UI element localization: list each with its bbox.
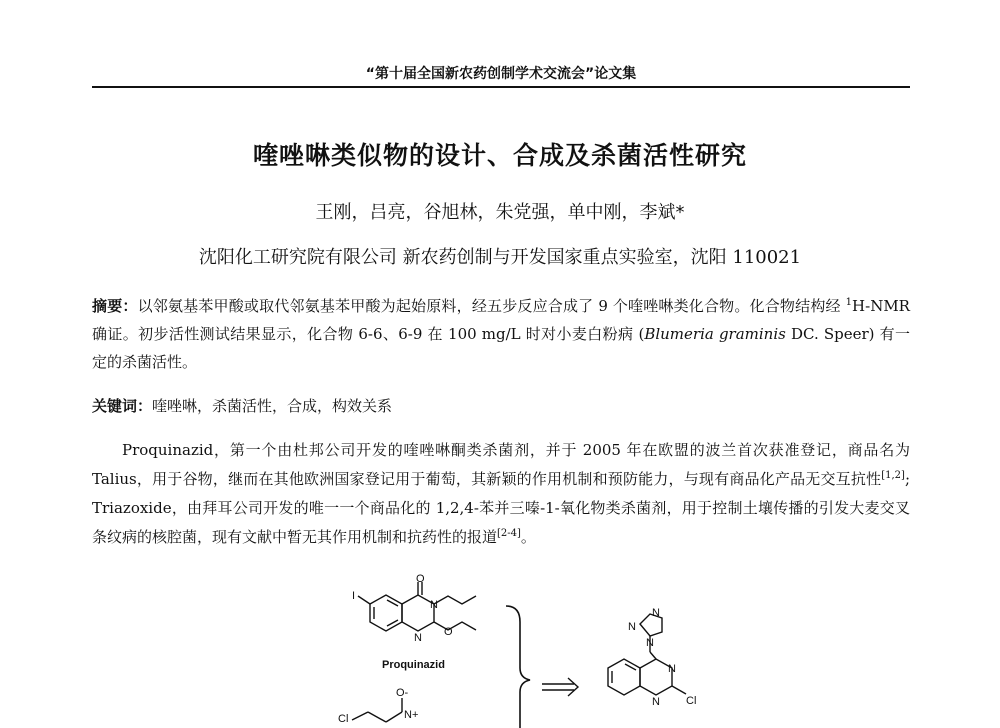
abstract-text-2: H-NMR 确证。初步活性测试结果显示，化合物 6-6、6-9 在 100 mg/L 时对小麦白粉病 ( xyxy=(92,297,910,343)
atom-triazole-n4: N xyxy=(646,637,654,649)
body-paragraph xyxy=(92,436,910,552)
running-header: “第十届全国新农药创制学术交流会”论文集 xyxy=(365,66,637,82)
header-rule xyxy=(92,86,910,88)
atom-iodine: I xyxy=(352,590,356,602)
atom-oxygen-carbonyl: O xyxy=(416,573,425,585)
affiliation: 沈阳化工研究院有限公司 新农药创制与开发国家重点实验室，沈阳 110021 xyxy=(198,247,802,268)
atom-nitrogen-1: N xyxy=(414,632,422,644)
atom-nitrogen-3: N xyxy=(430,599,438,611)
author-list: 王刚，吕亮，谷旭林，朱党强，单中刚，李斌* xyxy=(315,202,685,223)
abstract-text-3: DC. Speer) 有一定的杀菌活性。 xyxy=(92,325,911,371)
body-text-1: Proquinazid，第一个由杜邦公司开发的喹唑啉酮类杀菌剂，并于 2005 年在欧盟的波兰首次获准登记，商品名为 Talius，用于谷物，继而在其他欧洲国家登记用于葡萄，其新颖的作用机制和预防能力，与现有商品化产品无交互抗性 xyxy=(92,441,910,488)
atom-triazole-n1: N xyxy=(628,621,636,633)
keywords-text: 喹唑啉，杀菌活性，合成，构效关系 xyxy=(152,397,393,415)
paper-title: 喹唑啉类似物的设计、合成及杀菌活性研究 xyxy=(252,141,747,170)
abstract-label: 摘要： xyxy=(92,297,138,315)
atom-n-plus: N+ xyxy=(404,709,419,721)
atom-triazole-n2: N xyxy=(652,607,660,619)
chemical-scheme xyxy=(330,573,750,728)
reaction-arrow xyxy=(542,678,578,696)
citation-1: [1,2] xyxy=(881,470,905,481)
atom-chlorine-triazoxide: Cl xyxy=(338,713,349,725)
atom-o-minus: O- xyxy=(396,687,409,699)
target-structure xyxy=(608,614,686,695)
proquinazid-structure xyxy=(358,582,476,631)
brace xyxy=(506,606,530,728)
triazoxide-fragment xyxy=(352,698,402,722)
body-text-2: ; Triazoxide，由拜耳公司开发的唯一一个商品化的 1,2,4-苯并三嗪-1-氧化物类杀菌剂，用于控制土壤传播的引发大麦交叉条纹病的核腔菌，现有文献中暂无其作用机制和抗药性的报道 xyxy=(92,470,910,546)
nmr-superscript: 1 xyxy=(845,297,853,308)
keywords-label: 关键词： xyxy=(92,397,153,415)
abstract-text-1: 以邻氨基苯甲酸或取代邻氨基苯甲酸为起始原料，经五步反应合成了 9 个喹唑啉类化合物。化合物结构经 xyxy=(137,297,846,315)
body-text-3: 。 xyxy=(520,528,536,546)
atom-chlorine-target: Cl xyxy=(686,695,697,707)
species-name: Blumeria graminis xyxy=(644,325,786,343)
citation-2: [2-4] xyxy=(497,528,521,539)
atom-oxygen-ether: O xyxy=(444,626,453,638)
atom-quinazoline-n1: N xyxy=(652,696,660,708)
atom-quinazoline-n3: N xyxy=(668,663,676,675)
keywords xyxy=(92,395,910,416)
abstract xyxy=(92,292,910,376)
compound-label-proquinazid: Proquinazid xyxy=(382,659,445,671)
